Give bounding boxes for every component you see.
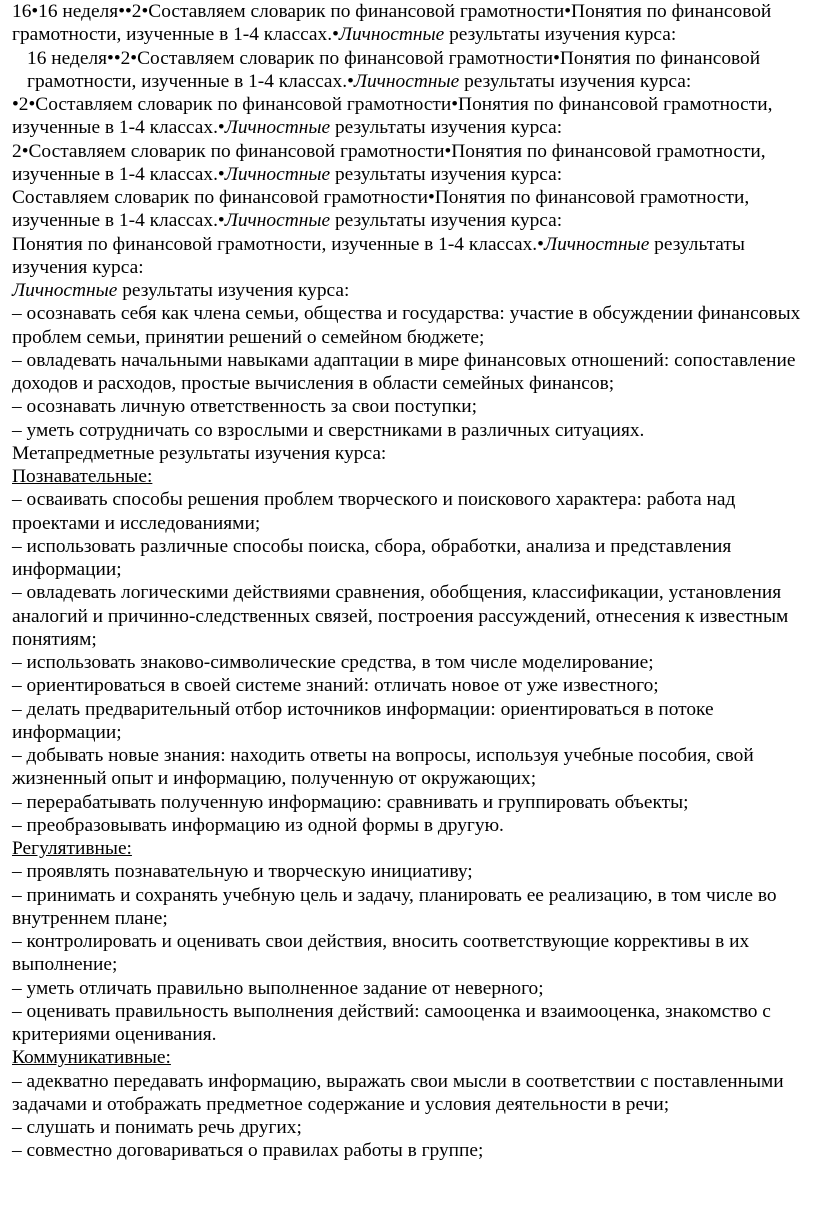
list-item: – преобразовывать информацию из одной формы в другую. (12, 814, 504, 836)
list-item: – овладевать логическими действиями сравнения, обобщения, классификации, установления аналогий и причинно-следственных связей, построения рассуждений, отнесения к известным понятиям; (12, 582, 789, 650)
header-line-6: Понятия по финансовой грамотности, изученные в 1-4 классах.•Личностные результаты изучения курса: (12, 233, 745, 278)
list-item: – использовать различные способы поиска, сбора, обработки, анализа и представления информации; (12, 535, 732, 580)
header-line-5: Составляем словарик по финансовой грамотности•Понятия по финансовой грамотности, изученные в 1-4 классах.•Личностные результаты изучения курса: (12, 187, 750, 232)
list-item: – проявлять познавательную и творческую инициативу; (12, 861, 473, 883)
list-item: – перерабатывать полученную информацию: сравнивать и группировать объекты; (12, 791, 689, 813)
header-line-1: 16•16 неделя••2•Составляем словарик по финансовой грамотности•Понятия по финансовой грамотности, изученные в 1-4 классах.•Личностные результаты изучения курса: (12, 1, 772, 46)
list-item: – использовать знаково-символические средства, в том числе моделирование; (12, 652, 654, 673)
list-item: – слушать и понимать речь других; (12, 1117, 302, 1138)
list-item: – делать предварительный отбор источников информации: ориентироваться в потоке информации; (12, 698, 714, 743)
list-item: – уметь отличать правильно выполненное задание от неверного; (12, 977, 544, 999)
list-item: – овладевать начальными навыками адаптации в мире финансовых отношений: сопоставление доходов и расходов, простые вычисления в области семейных финансов; (12, 349, 796, 394)
list-item: – осваивать способы решения проблем творческого и поискового характера: работа над проектами и исследованиями; (12, 489, 736, 534)
list-item: – адекватно передавать информацию, выражать свои мысли в соответствии с поставленными задачами и отображать предметное содержание и условия деятельности в речи; (12, 1070, 784, 1115)
list-item: – совместно договариваться о правилах работы в группе; (12, 1140, 484, 1162)
meta-results-title: Метапредметные результаты изучения курса: (12, 442, 387, 464)
header-line-3: •2•Составляем словарик по финансовой грамотности•Понятия по финансовой грамотности, изученные в 1-4 классах.•Личностные результаты изучения курса: (12, 94, 773, 139)
list-item: – ориентироваться в своей системе знаний: отличать новое от уже известного; (12, 675, 659, 697)
list-item: – оценивать правильность выполнения действий: самооценка и взаимооценка, знакомство с критериями оценивания. (12, 1000, 771, 1045)
personal-results-title: Личностные результаты изучения курса: (12, 280, 350, 301)
communicative-heading: Коммуникативные: (12, 1047, 171, 1069)
list-item: – осознавать личную ответственность за свои поступки; (12, 396, 478, 418)
header-line-2: 16 неделя••2•Составляем словарик по финансовой грамотности•Понятия по финансовой грамотности, изученные в 1-4 классах.•Личностные результаты изучения курса: (27, 47, 761, 92)
regulatory-heading: Регулятивные: (12, 838, 132, 859)
list-item: – добывать новые знания: находить ответы на вопросы, используя учебные пособия, свой жизненный опыт и информацию, полученную от окружающих; (12, 745, 754, 790)
header-line-4: 2•Составляем словарик по финансовой грамотности•Понятия по финансовой грамотности, изученные в 1-4 классах.•Личностные результаты изучения курса: (12, 140, 766, 185)
list-item: – принимать и сохранять учебную цель и задачу, планировать ее реализацию, в том числе во внутреннем плане; (12, 884, 777, 929)
list-item: – контролировать и оценивать свои действия, вносить соответствующие коррективы в их выполнение; (12, 931, 750, 976)
cognitive-heading: Познавательные: (12, 466, 153, 487)
list-item: – осознавать себя как члена семьи, общества и государства: участие в обсуждении финансовых проблем семьи, принятии решений о семейном бюджете; (12, 303, 801, 348)
list-item: – уметь сотрудничать со взрослыми и сверстниками в различных ситуациях. (12, 419, 645, 441)
